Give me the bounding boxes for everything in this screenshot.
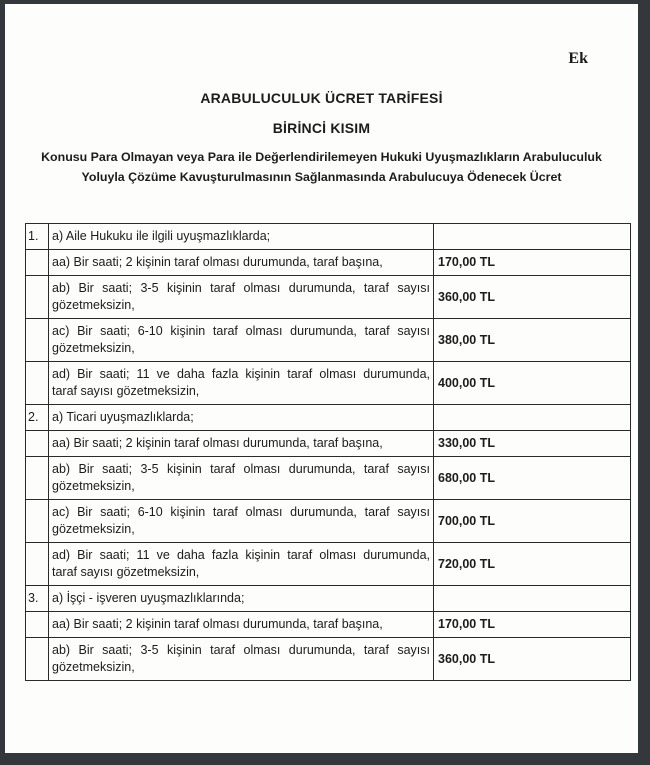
description-line: aa) Bir saati; 2 kişinin taraf olması durumunda, taraf başına, (52, 436, 383, 450)
row-description (49, 276, 434, 319)
row-price: 400,00 TL (434, 362, 631, 405)
row-number: 2. (26, 405, 49, 431)
row-number (26, 250, 49, 276)
row-description (49, 405, 434, 431)
table-row (26, 405, 631, 431)
fee-table (25, 223, 631, 681)
row-number (26, 319, 49, 362)
document-subtitle (5, 147, 638, 187)
description-line: gözetmeksizin, (52, 341, 135, 355)
table-row (26, 543, 631, 586)
row-description (49, 250, 434, 276)
table-row (26, 431, 631, 457)
row-number: 1. (26, 224, 49, 250)
row-description (49, 319, 434, 362)
description-line: ad) Bir saati; 11 ve daha fazla kişinin taraf olması durumunda, (52, 367, 430, 381)
description-line: ab) Bir saati; 3-5 kişinin taraf olması durumunda, taraf sayısı (52, 462, 430, 476)
description-line: gözetmeksizin, (52, 298, 135, 312)
table-row (26, 319, 631, 362)
subtitle-line-1: Konusu Para Olmayan veya Para ile Değerlendirilemeyen Hukuki Uyuşmazlıkların Arabuluculuk (41, 150, 602, 164)
row-number (26, 612, 49, 638)
table-row (26, 224, 631, 250)
row-description (49, 612, 434, 638)
row-number (26, 638, 49, 681)
row-number: 3. (26, 586, 49, 612)
description-line: ac) Bir saati; 6-10 kişinin taraf olması durumunda, taraf sayısı (52, 505, 430, 519)
row-number (26, 457, 49, 500)
row-price: 170,00 TL (434, 612, 631, 638)
description-line: aa) Bir saati; 2 kişinin taraf olması durumunda, taraf başına, (52, 255, 383, 269)
row-price: 360,00 TL (434, 276, 631, 319)
row-description (49, 431, 434, 457)
description-line: taraf sayısı gözetmeksizin, (52, 384, 200, 398)
part-heading: BİRİNCİ KISIM (272, 120, 371, 136)
description-line: a) Ticari uyuşmazlıklarda; (52, 410, 194, 424)
row-price: 330,00 TL (434, 431, 631, 457)
row-number (26, 431, 49, 457)
row-price: 360,00 TL (434, 638, 631, 681)
row-description (49, 543, 434, 586)
description-line: a) Aile Hukuku ile ilgili uyuşmazlıklarda; (52, 229, 271, 243)
document-title: ARABULUCULUK ÜCRET TARİFESİ (200, 90, 443, 106)
row-price (434, 586, 631, 612)
table-row (26, 612, 631, 638)
row-description (49, 586, 434, 612)
table-row (26, 276, 631, 319)
table-row (26, 586, 631, 612)
table-row (26, 362, 631, 405)
row-description (49, 457, 434, 500)
row-price: 680,00 TL (434, 457, 631, 500)
description-line: gözetmeksizin, (52, 479, 135, 493)
row-number (26, 500, 49, 543)
annex-label: Ek (568, 50, 588, 67)
subtitle-line-2: Yoluyla Çözüme Kavuşturulmasının Sağlanmasında Arabulucuya Ödenecek Ücret (81, 170, 562, 184)
row-number (26, 362, 49, 405)
row-price: 700,00 TL (434, 500, 631, 543)
description-line: a) İşçi - işveren uyuşmazlıklarında; (52, 591, 245, 605)
row-price (434, 405, 631, 431)
description-line: ac) Bir saati; 6-10 kişinin taraf olması durumunda, taraf sayısı (52, 324, 430, 338)
description-line: taraf sayısı gözetmeksizin, (52, 565, 200, 579)
row-number (26, 543, 49, 586)
row-price: 720,00 TL (434, 543, 631, 586)
row-description (49, 638, 434, 681)
description-line: ad) Bir saati; 11 ve daha fazla kişinin taraf olması durumunda, (52, 548, 430, 562)
description-line: ab) Bir saati; 3-5 kişinin taraf olması durumunda, taraf sayısı (52, 643, 430, 657)
row-price: 170,00 TL (434, 250, 631, 276)
table-row (26, 500, 631, 543)
row-description (49, 224, 434, 250)
table-row (26, 250, 631, 276)
document-page (5, 4, 638, 753)
row-description (49, 500, 434, 543)
row-price: 380,00 TL (434, 319, 631, 362)
row-number (26, 276, 49, 319)
table-row (26, 638, 631, 681)
description-line: ab) Bir saati; 3-5 kişinin taraf olması durumunda, taraf sayısı (52, 281, 430, 295)
description-line: aa) Bir saati; 2 kişinin taraf olması durumunda, taraf başına, (52, 617, 383, 631)
description-line: gözetmeksizin, (52, 522, 135, 536)
fee-table-body (26, 224, 631, 681)
row-price (434, 224, 631, 250)
row-description (49, 362, 434, 405)
table-row (26, 457, 631, 500)
description-line: gözetmeksizin, (52, 660, 135, 674)
